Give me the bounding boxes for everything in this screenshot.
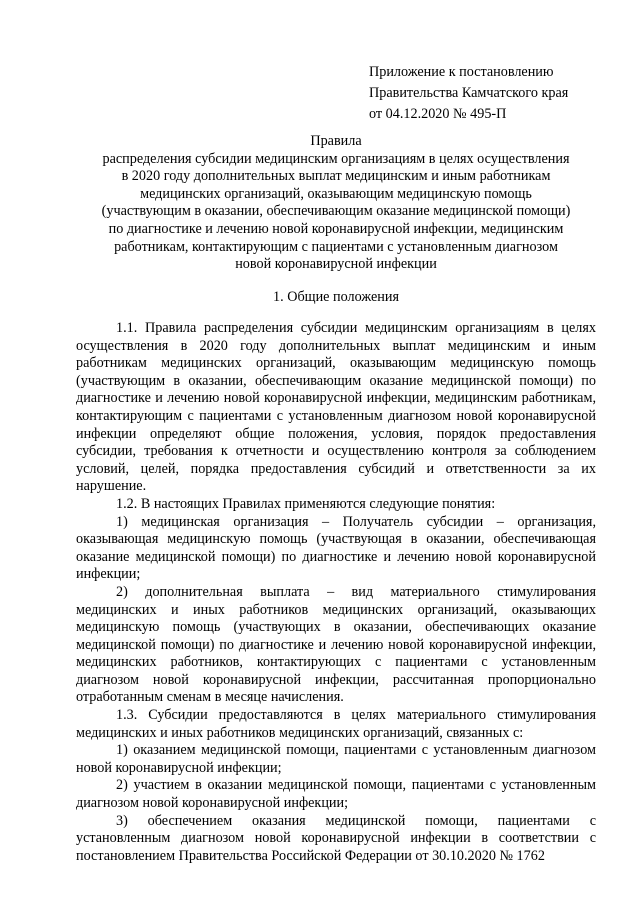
section-heading: 1. Общие положения xyxy=(273,289,399,305)
title-heading: Правила xyxy=(310,133,362,149)
appendix-line-3: от 04.12.2020 № 495-П xyxy=(369,106,507,122)
paragraph-1-3-item-1: 1) оказанием медицинской помощи, пациентами с установленным диагнозом новой коронавирусной инфекции; xyxy=(76,742,596,776)
paragraph-1-2-item-1: 1) медицинская организация – Получатель субсидии – организация, оказывающая медицинскую помощь (участвующая в оказании, обеспечивающая оказание медицинской помощи) по диагностике и лечению новой коронавирусной инфекции; xyxy=(76,513,596,583)
paragraph-1-2-item-2: 2) дополнительная выплата – вид материального стимулирования медицинских и иных работников медицинских организаций, оказывающих медицинскую помощь (участвующих в оказании, обеспечивающих оказание медицинской помощи) по диагностике и лечению новой коронавирусной инфекции, медицинских работников, контактирующих с пациентами с установленным диагнозом новой коронавирусной инфекции, рассчитанная пропорционально отработанным сменам в месяце начисления. xyxy=(76,583,596,706)
appendix-line-1: Приложение к постановлению xyxy=(369,64,554,80)
title-line: новой коронавирусной инфекции xyxy=(235,256,437,273)
title-line: в 2020 году дополнительных выплат медицинским и иным работникам xyxy=(121,168,551,185)
title-line: медицинских организаций, оказывающим медицинскую помощь xyxy=(140,185,532,202)
paragraph-1-3: 1.3. Субсидии предоставляются в целях материального стимулирования медицинских и иных работников медицинских организаций, связанных с: xyxy=(76,707,596,741)
paragraph-1-3-item-3: 3) обеспечением оказания медицинской помощи, пациентами с установленным диагнозом новой коронавирусной инфекции в соответствии с постановлением Правительства Российской Федерации от 30.10.2020 № 1762 xyxy=(76,812,596,864)
title-line: распределения субсидии медицинским организациям в целях осуществления xyxy=(102,150,570,167)
paragraph-1-2: 1.2. В настоящих Правилах применяются следующие понятия: xyxy=(116,495,496,512)
document-body xyxy=(76,320,596,865)
paragraph-1-3-item-2: 2) участием в оказании медицинской помощи, пациентами с установленным диагнозом новой коронавирусной инфекции; xyxy=(76,777,596,812)
title-line: работникам, контактирующим с пациентами с установленным диагнозом xyxy=(114,238,558,255)
document-title xyxy=(76,133,596,274)
title-line: (участвующим в оказании, обеспечивающим оказание медицинской помощи) xyxy=(101,203,571,220)
title-line: по диагностике и лечению новой коронавирусной инфекции, медицинским xyxy=(108,220,564,237)
appendix-reference xyxy=(369,62,619,125)
paragraph-1-1: 1.1. Правила распределения субсидии медицинским организациям в целях осуществления в 2020 году дополнительных выплат медицинским и иным работникам медицинских организаций, оказывающим медицинскую помощь (участвующим в оказании, обеспечивающим оказание медицинской помощи) по диагностике и лечению новой коронавирусной инфекции, медицинским работникам, контактирующим с пациентами с установленным диагнозом новой коронавирусной инфекции определяют общие положения, условия, порядок предоставления субсидии, требования к отчетности и осуществлению контроля за соблюдением условий, целей, порядка предоставления субсидий и ответственности за их нарушение. xyxy=(76,320,596,495)
appendix-line-2: Правительства Камчатского края xyxy=(369,85,569,101)
